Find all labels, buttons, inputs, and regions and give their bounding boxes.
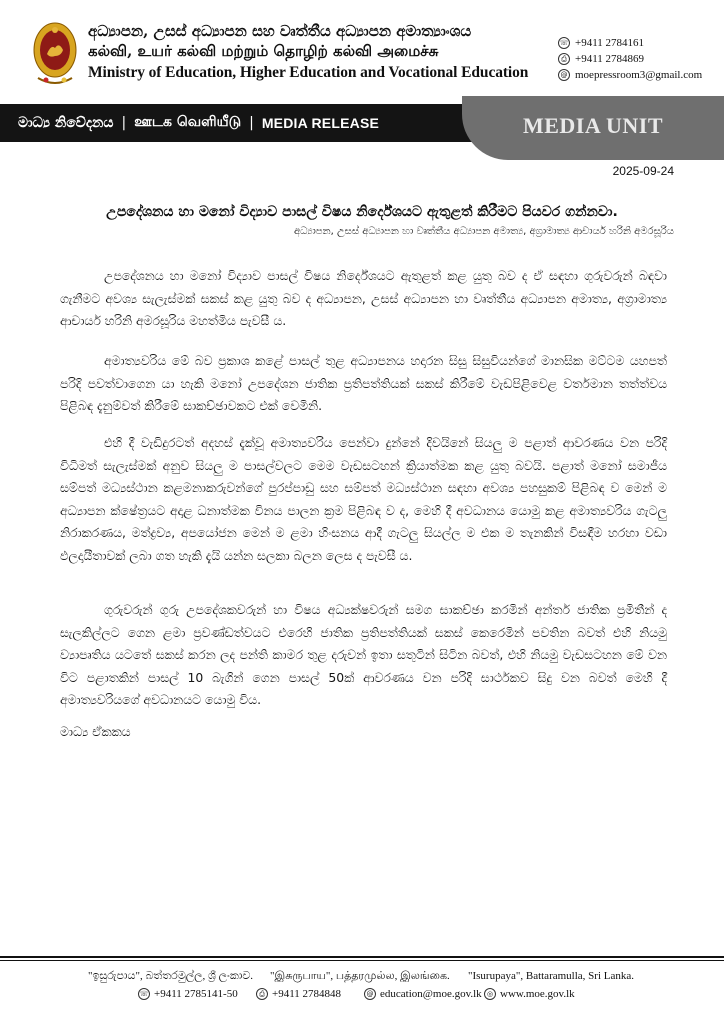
header-email-text[interactable]: moepressroom3@gmail.com — [575, 69, 703, 81]
media-unit-label: MEDIA UNIT — [522, 113, 664, 138]
header-phone — [558, 37, 644, 49]
footer-address-english: "Isurupaya", Battaramulla, Sri Lanka. — [468, 970, 634, 982]
globe-icon: ◎ — [484, 988, 496, 1000]
header-fax — [558, 53, 644, 65]
phone-icon: ☏ — [559, 39, 569, 47]
sri-lanka-emblem — [32, 20, 78, 88]
body-paragraph: එහි දී වැඩිදුරටත් අදහස් දැක්වූ අමාත්‍යවරිය පෙන්වා දුන්නේ දිවයිනේ සියලු ම පළාත් ආවරණය වන පරිදි විධිමත් සැලැස්මක් අනුව සියලු ම පාසල්වලට මෙම වැඩසටහන් ක්‍රියාත්මක කළ යුතු බවයි. පළාත් මනෝ සමාජීය සම්පත් මධ්‍යස්ථාන කළමනාකරුවන්ගේ පුරප්පාඩු සහ සම්පත් මධ්‍යස්ථාන සඳහා අවශ්‍ය පහසුකම් පිළිබඳ ව මෙන් ම අධ්‍යාපන ක්ෂේත්‍රයට අදාළ ධනාත්මක විනය පාලන ක්‍රම පිළිබඳ ව ද, මෙහි දී අවධානය යොමු කළ අමාත්‍යවරිය ගැටලු නිරාකරණය, මත්ද්‍රව්‍ය, අපයෝජන මෙන් ම ළමා හිංසනය ආදී ගැටලු සියල්ල ම එක ම තැනකින් විසඳීම හරහා වඩා ඵලදායීතාවක් ලබා ගත හැකි දැයි යන්න සලකා බලන ලෙස ද පැවසී ය. — [60, 435, 667, 563]
footer-email[interactable] — [364, 988, 482, 1000]
footer-web[interactable] — [484, 988, 575, 1000]
footer-address-tamil: "இசுருபாய", பத்தரமுல்ல, இலங்கை. — [270, 970, 450, 982]
media-release-labels — [18, 114, 379, 132]
footer-web-text[interactable]: www.moe.gov.lk — [500, 988, 575, 1000]
signoff: මාධ්‍ය ඒකකය — [60, 724, 131, 739]
footer-rule — [0, 960, 724, 961]
phone-icon: ☏ — [139, 990, 149, 998]
footer-address-sinhala: "ඉසුරුපාය", බත්තරමුල්ල, ශ්‍රී ලංකාව. — [88, 970, 254, 982]
header-fax-text: +9411 2784869 — [575, 53, 645, 65]
footer-phone — [138, 988, 238, 1000]
band-divider: | — [249, 115, 254, 131]
email-icon: @ — [558, 69, 570, 81]
fax-icon: ⎙ — [558, 53, 570, 65]
media-release-label-tamil: ஊடக வெளியீடு — [134, 114, 242, 130]
body-paragraph: උපදේශනය හා මනෝ විද්‍යාව පාසල් විෂය නිර්දේශයට ඇතුළත් කළ යුතු බව ද ඒ සඳහා ගුරුවරුන් බඳවා ගැනීමට අවශ්‍ය සැලැස්මක් සකස් කළ යුතු බව ද අධ්‍යාපන, උසස් අධ්‍යාපන හා වෘත්තීය අධ්‍යාපන අමාත්‍ය, අග්‍රාමාත්‍ය ආචාර්ය හරිනි අමරසූරිය මහත්මිය පැවසී ය. — [60, 268, 667, 328]
ministry-name-english: Ministry of Education, Higher Education and Vocational Education — [88, 64, 529, 81]
header-phone-text: +9411 2784161 — [575, 37, 645, 49]
media-release-label-sinhala: මාධ්‍ය නිවේදනය — [18, 115, 114, 131]
footer-phone-text: +9411 2785141-50 — [154, 988, 238, 1000]
release-date: 2025-09-24 — [612, 164, 674, 178]
media-release-label-english: MEDIA RELEASE — [261, 115, 380, 131]
footer-fax-text: +9411 2784848 — [272, 988, 342, 1000]
body-paragraph: ගුරුවරුන් ගුරු උපදේශකවරුන් හා විෂය අධ්‍යක්ෂවරුන් සමග සාකච්ඡා කරමින් අන්තර් ජාතික ප්‍රමිතීන් ද සැලකිල්ලට ගෙන ළමා ප්‍රවණ්ඩත්වයට එරෙහි ජාතික ප්‍රතිපත්තියක් සකස් කෙරෙමින් පවතින බවත් එහි නියමු ව්‍යාපෘතිය යටතේ සකස් කරන ලද පන්ති කාමර තුළ දරුවන් ඉතා සතුටින් සිටින බවත්, එහි නියමු වැඩසටහන මේ වන විට පළාතකින් පාසල් 10 බැගින් ගෙන පාසල් 50ක් ආවරණය වන පරිදි සාර්ථකව සිදු වන බවත් මෙහි දී අමාත්‍යවරියගේ අවධානයට යොමු විය. — [60, 602, 667, 707]
release-title: උපදේශනය හා මනෝ විද්‍යාව පාසල් විෂය නිර්දේශයට ඇතුළත් කිරීමට පියවර ගන්නවා. — [106, 204, 618, 220]
header-email[interactable] — [558, 69, 702, 81]
ministry-name-sinhala: අධ්‍යාපන, උසස් අධ්‍යාපන සහ වෘත්තීය අධ්‍යාපන අමාත්‍යාංශය — [88, 22, 472, 40]
email-icon: @ — [364, 988, 376, 1000]
footer-rule — [0, 956, 724, 958]
body-paragraph: අමාත්‍යවරිය මේ බව ප්‍රකාශ කළේ පාසල් තුළ අධ්‍යාපනය හදාරන සිසු සිසුවියන්ගේ මානසික මට්ටම යහපත් පරිදි පවත්වාගෙන යා හැකි මනෝ උපදේශන ජාතික ප්‍රතිපත්තියක් සකස් කිරීමේ වැඩපිළිවෙළ වර්තමාන තත්ත්වය පිළිබඳ දැනුම්වත් කිරීමේ සාකච්ඡාවකට එක් වෙමිනි. — [60, 353, 667, 413]
fax-icon: ⎙ — [256, 988, 268, 1000]
footer-fax — [256, 988, 341, 1000]
release-subtitle: අධ්‍යාපන, උසස් අධ්‍යාපන හා වෘත්තීය අධ්‍යාපන අමාත්‍ය, අග්‍රාමාත්‍ය ආචාර්ය හරිනි අමරසූරිය — [293, 226, 674, 237]
ministry-name-tamil: கல்வி, உயர் கல்வி மற்றும் தொழிற் கல்வி அமைச்சு — [88, 42, 439, 60]
footer-email-text[interactable]: education@moe.gov.lk — [380, 988, 482, 1000]
band-divider: | — [121, 115, 127, 131]
